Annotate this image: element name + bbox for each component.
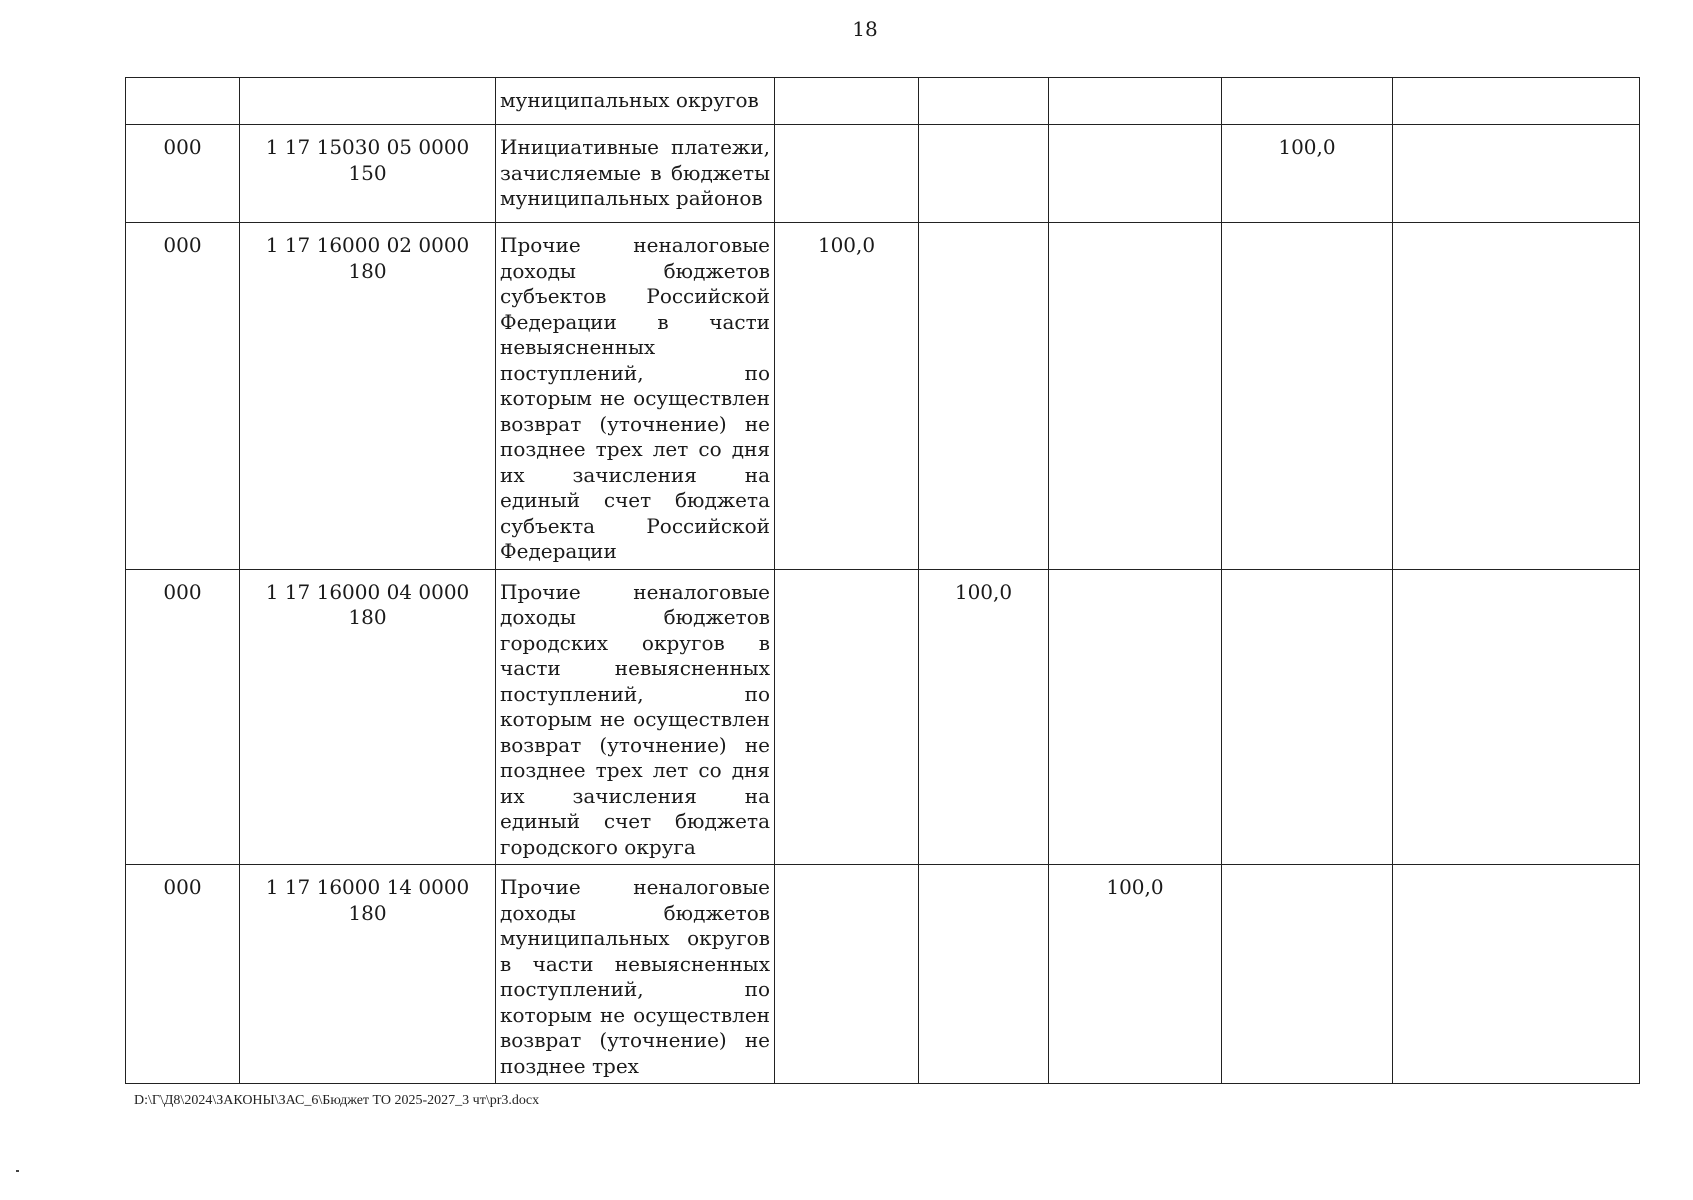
value-cell — [1393, 865, 1640, 1084]
income-code-cell: 1 17 16000 14 0000 180 — [240, 865, 496, 1084]
scan-artifact — [16, 1170, 19, 1172]
value-cell: 100,0 — [919, 569, 1049, 865]
admin-code-cell: 000 — [126, 223, 240, 570]
value-cell: 100,0 — [1222, 125, 1393, 223]
value-cell — [1222, 223, 1393, 570]
value-cell: 100,0 — [1049, 865, 1222, 1084]
value-cell — [1393, 125, 1640, 223]
admin-code-cell: 000 — [126, 125, 240, 223]
value-cell — [775, 865, 919, 1084]
table-row — [126, 865, 1640, 1084]
value-cell — [919, 78, 1049, 125]
value-cell — [1222, 78, 1393, 125]
document-file-path: D:\Г\Д8\2024\ЗАКОНЫ\ЗАС_6\Бюджет ТО 2025-2027_3 чт\pr3.docx — [134, 1093, 540, 1108]
value-cell — [1393, 569, 1640, 865]
income-name-cell: Инициативные платежи, зачисляемые в бюджеты муниципальных районов — [496, 125, 775, 223]
table-row — [126, 569, 1640, 865]
page-number: 18 — [852, 17, 878, 41]
value-cell — [1222, 865, 1393, 1084]
value-cell — [919, 223, 1049, 570]
income-name-cell: Прочие неналоговые доходы бюджетов муниципальных округов в части невыясненных поступлений, по которым не осуществлен возврат (уточнение) не позднее трех — [496, 865, 775, 1084]
value-cell — [919, 125, 1049, 223]
value-cell — [1393, 223, 1640, 570]
table-row — [126, 125, 1640, 223]
value-cell — [775, 78, 919, 125]
value-cell — [1222, 569, 1393, 865]
income-code-cell: 1 17 16000 04 0000 180 — [240, 569, 496, 865]
admin-code-cell: 000 — [126, 865, 240, 1084]
income-code-cell: 1 17 16000 02 0000 180 — [240, 223, 496, 570]
value-cell — [1049, 569, 1222, 865]
income-name-cell: Прочие неналоговые доходы бюджетов городских округов в части невыясненных поступлений, по которым не осуществлен возврат (уточнение) не позднее трех лет со дня их зачисления на единый счет бюджета городского округа — [496, 569, 775, 865]
value-cell — [1049, 125, 1222, 223]
table-row — [126, 78, 1640, 125]
admin-code-cell: 000 — [126, 569, 240, 865]
income-code-cell: 1 17 15030 05 0000 150 — [240, 125, 496, 223]
table-row — [126, 223, 1640, 570]
value-cell — [919, 865, 1049, 1084]
value-cell — [1393, 78, 1640, 125]
value-cell — [1049, 223, 1222, 570]
value-cell — [775, 125, 919, 223]
admin-code-cell — [126, 78, 240, 125]
value-cell — [1049, 78, 1222, 125]
income-name-cell: Прочие неналоговые доходы бюджетов субъектов Российской Федерации в части невыясненных поступлений, по которым не осуществлен возврат (уточнение) не позднее трех лет со дня их зачисления на единый счет бюджета субъекта Российской Федерации — [496, 223, 775, 570]
income-name-cell: муниципальных округов — [496, 78, 775, 125]
value-cell — [775, 569, 919, 865]
income-code-cell — [240, 78, 496, 125]
budget-table — [125, 77, 1640, 1084]
value-cell: 100,0 — [775, 223, 919, 570]
